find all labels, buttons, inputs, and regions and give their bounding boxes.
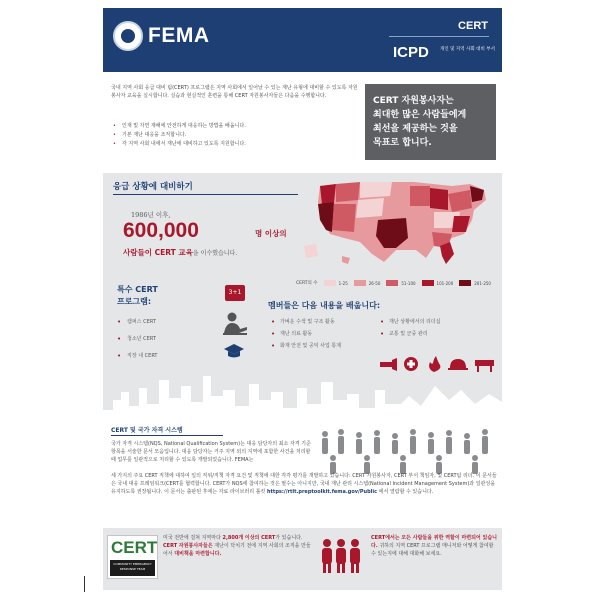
nqs-paragraph-1: 국가 자격 시스템(NQS, National Qualification System)는 대응 담당자의 최소 자격 기준 항목을 서술한 문서 모음입니다. 대응 담당자는 거주 지역 외의 지역에 포함한 사건을 처리할 때 업무를 일관적으로 처리할 수 있도록 개발되었습니다. FEMA는 — [111, 441, 311, 463]
fact-sheet-page — [103, 8, 502, 590]
program-item: • 청소년 CERT — [117, 331, 157, 348]
intro-paragraph: 국내 지역 사회 응급 대비 팀(CERT) 프로그램은 지역 사회에서 일어날 수 있는 재난 유형에 대비할 수 있도록 자원봉사자 교육을 실시합니다. 실습과 현실적인 훈련을 통해 CERT 자원봉사자들은 다음을 수행합니다. — [111, 85, 358, 99]
trained-count-suffix: 명 이상의 — [255, 229, 287, 238]
program-item: • 직장 내 CERT — [117, 348, 157, 365]
learn-heading: 멤버들은 다음 내용을 배웁니다: — [268, 301, 381, 310]
trained-line-tail: 을 이수했습니다. — [192, 250, 238, 257]
legend-label: 101-200 — [436, 280, 454, 286]
stats-rule — [113, 194, 298, 195]
crop-mark — [84, 576, 85, 592]
legend-swatch — [354, 280, 366, 286]
footer-right-c: 와 어떻게 참여할 수 있는지에 대해 대화해 보세요. — [371, 543, 494, 557]
nqs-rule — [111, 435, 223, 436]
cert-logo-tagline: COMMUNITY EMERGENCY RESPONSE TEAM — [110, 560, 155, 576]
cert-us-map — [302, 176, 496, 272]
footer-left-c: 가 있습니다. — [275, 535, 303, 541]
graduation-cap-icon — [223, 343, 245, 359]
stats-heading: 응급 상황에 대비하기 — [113, 182, 193, 192]
footer-left-text — [163, 534, 311, 558]
learn-item: • 재난 상황에서의 리더십 — [380, 318, 492, 327]
legend-swatch — [459, 280, 471, 286]
callout-line: 최선을 제공하는 것을 — [373, 124, 458, 134]
icpd-label: ICPD — [393, 44, 429, 61]
learn-list-right — [380, 318, 492, 342]
programs-heading-line: 특수 CERT — [117, 285, 158, 294]
footer-right-text — [371, 534, 497, 558]
callout-line: 최대한 많은 사람들에게 — [373, 110, 467, 120]
footer-left-d: CERT 자원봉사자들은 — [163, 543, 213, 549]
footer-right-b: 귀하의 지역 CERT 프로그램 매니저 — [379, 543, 457, 549]
learn-item: • 교통 및 군중 관리 — [380, 330, 492, 339]
programs-list — [117, 314, 157, 365]
programs-heading-line: 프로그램: — [117, 297, 152, 306]
nqs-paragraph-2-end: 에서 열람할 수 있습니다. — [378, 489, 434, 495]
intro-bullet: • 기본 재난 대응을 조직합니다. — [111, 131, 359, 140]
people-group-icon — [319, 538, 363, 574]
footer-left-a: 미국 전반에 걸쳐 지역마다 — [163, 535, 221, 541]
callout-line: CERT 자원봉사자는 — [373, 96, 454, 106]
trained-line-bold: 사람들이 CERT 교육 — [123, 248, 193, 257]
mission-callout — [365, 84, 496, 160]
legend-label: 26-50 — [368, 280, 381, 286]
learn-item: • 재난 의료 활동 — [271, 330, 374, 339]
programs-heading — [117, 284, 158, 308]
footer-right-a: CERT에서는 모든 사람들을 위한 역할이 마련되어 있습니다. — [371, 535, 497, 549]
dhs-seal-icon — [113, 21, 143, 51]
header-bar — [103, 8, 502, 72]
toolkit-link[interactable]: https://rtlt.preptoolkit.fema.gov/Public — [266, 489, 378, 495]
learn-item: • 화재 안전 및 공익 사업 통제 — [271, 342, 374, 351]
chalkboard-icon: 3+1 — [225, 285, 245, 301]
header-divider — [389, 36, 489, 37]
learn-list-left — [271, 318, 374, 354]
nqs-heading: CERT 및 국가 자격 시스템 — [111, 427, 183, 434]
intro-bullet: • 각 지역 사회 내에서 재난에 대비하고 있도록 지원합니다. — [111, 140, 359, 149]
footer-left-b: 2,800개 이상의 CERT — [222, 535, 276, 541]
footer-left-f: 대비책을 마련합니다. — [174, 551, 222, 557]
legend-swatch — [324, 280, 336, 286]
fema-logo: FEMA — [148, 24, 210, 47]
nqs-paragraph-2 — [111, 472, 497, 496]
legend-label: 51-100 — [401, 280, 416, 286]
legend-swatch — [386, 280, 398, 286]
learn-item: • 가벼운 수색 및 구조 활동 — [271, 318, 374, 327]
city-skyline-illustration — [103, 370, 502, 424]
legend-label: 1-25 — [338, 280, 348, 286]
intro-bullet: • 인재 및 자연 재해에 안전하게 대응하는 방법을 배웁니다. — [111, 122, 359, 131]
intro-bullets — [111, 122, 359, 149]
program-item: • 캠퍼스 CERT — [117, 314, 157, 331]
helmet-icon — [448, 359, 468, 370]
trained-count: 600,000 — [123, 219, 199, 242]
cert-logo-word: CERT — [111, 538, 158, 557]
student-reading-icon — [221, 311, 249, 337]
map-legend — [296, 278, 497, 288]
first-aid-icon — [404, 357, 418, 371]
legend-swatch — [422, 280, 434, 286]
nqs-paragraph-2-text: 세 가지의 주요 CERT 직책에 대하여 일의 직위/직책 자격 요건 및 직책에 대한 각각 평가를 개발하고 있습니다: CERT 자원봉사자, CERT 부서 책임자, 및 CERT팀 리더. 이 문서들은 국내 대응 프레임워크(CERT를 협력합니다. CERT가 NQS에 참여하는 것은 필수는 아니지만, 국내 재난 관리 시스템(National Incident Management System)과 일관성을 유지하도록 권장됩니다. 이 문서는 출판된 후에는 자료 라이브러리 툴킷 — [111, 473, 497, 495]
map-legend-title: CERT의 수 — [296, 281, 318, 286]
crowd-illustration — [315, 426, 500, 476]
legend-label: 201-250 — [474, 280, 491, 286]
cert-label: CERT — [458, 20, 488, 32]
icpd-subtitle: 개인 및 지역 사회 대비 부서 — [440, 47, 495, 52]
footer-left-e: 재난이 닥치기 전에 지역 사회의 조직을 만들어서 — [163, 543, 311, 557]
trained-line — [123, 247, 237, 258]
callout-line: 목표로 합니다. — [373, 138, 432, 148]
since-text: 1986년 이후, — [131, 211, 171, 219]
cert-logo — [107, 535, 158, 579]
